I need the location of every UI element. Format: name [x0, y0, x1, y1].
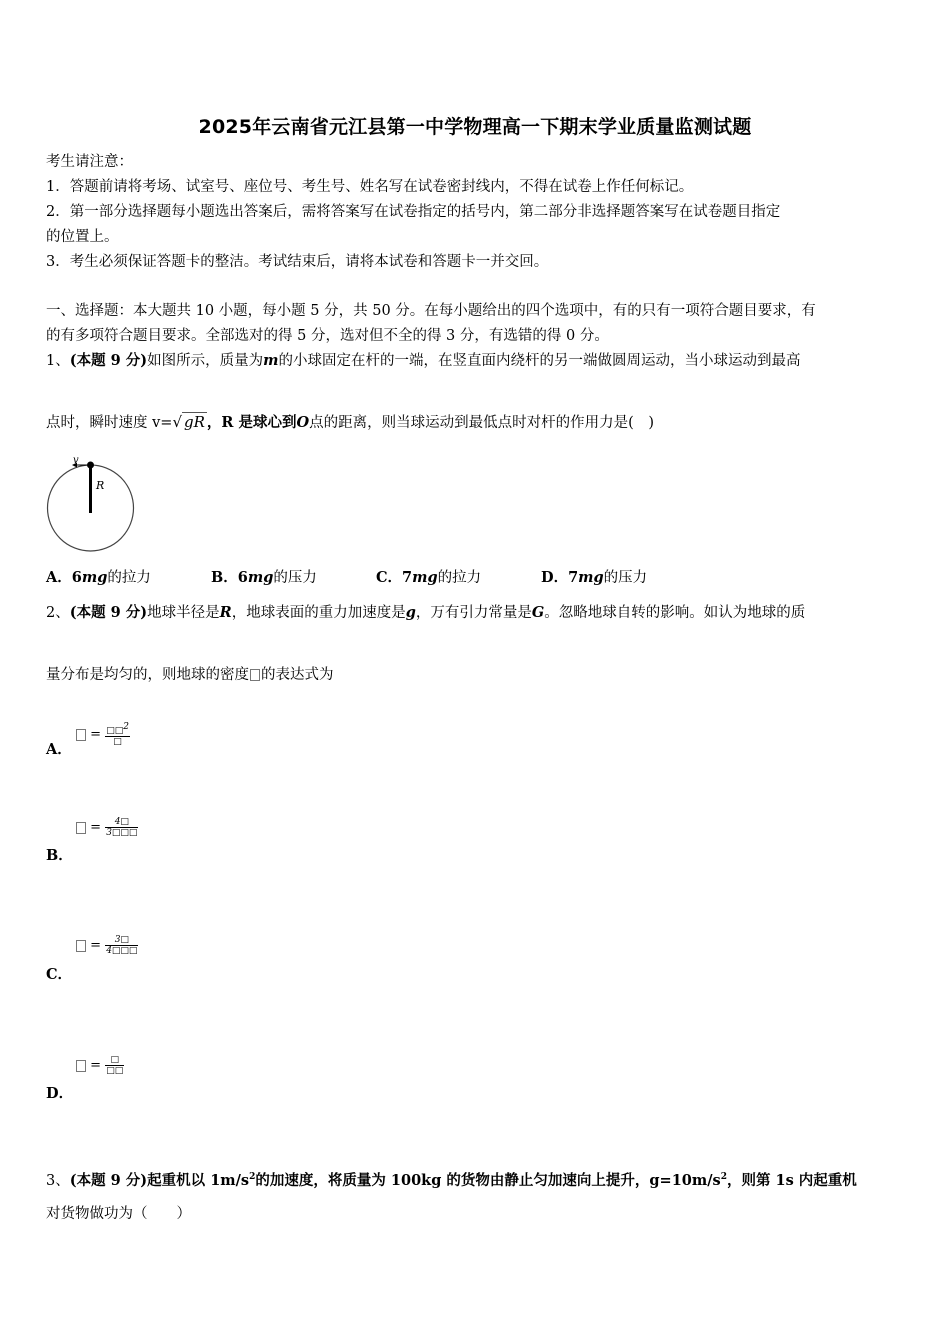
sqrt-radicand: gR	[184, 413, 205, 431]
fraction	[105, 817, 138, 838]
q3-score: (本题 9 分)	[69, 1171, 148, 1189]
fraction-numerator: 4□	[105, 817, 138, 828]
option-letter: A．	[46, 569, 72, 586]
q1-option-b[interactable]	[211, 568, 376, 588]
density-symbol-placeholder	[76, 822, 86, 834]
q2-text: 。忽略地球自转的影响。如认为地球的质	[544, 605, 806, 621]
notice-item-2-cont: 的位置上。	[46, 229, 119, 245]
q2-option-a-formula[interactable]	[76, 722, 130, 747]
q2-option-c-label[interactable]: C．	[46, 966, 73, 983]
fraction	[105, 1055, 124, 1076]
q2-text: 地球半径是	[147, 605, 220, 621]
q2-text: 的表达式为	[261, 667, 334, 683]
fraction	[105, 935, 138, 956]
option-text: 的拉力	[437, 570, 482, 586]
equals-sign: =	[90, 1058, 102, 1073]
density-symbol-placeholder	[76, 729, 86, 741]
numerator-text: □□	[106, 726, 124, 736]
label-R: R	[96, 479, 105, 492]
density-symbol-placeholder	[76, 1060, 86, 1072]
q1-options	[46, 568, 706, 588]
q3-exponent: 2	[249, 1172, 256, 1182]
section1-intro-line2: 的有多项符合题目要求。全部选对的得 5 分，选对但不全的得 3 分，有选错的得 0 分。	[46, 328, 609, 344]
q2-option-a-label[interactable]: A．	[46, 741, 72, 758]
q1-text: ，R 是球心到	[206, 414, 297, 431]
fraction-denominator: □	[113, 737, 122, 747]
fraction-denominator: 3□□□	[106, 828, 138, 838]
option-text: 的压力	[603, 570, 648, 586]
q2-number: 2、	[46, 605, 70, 621]
option-text: 的压力	[273, 570, 317, 586]
option-mg: mg	[247, 569, 274, 586]
option-mg: mg	[81, 569, 108, 586]
density-symbol-placeholder	[76, 940, 86, 952]
circular-motion-figure	[44, 455, 139, 555]
q1-option-d[interactable]	[541, 568, 706, 588]
equals-sign: =	[90, 820, 102, 835]
label-v: v	[73, 455, 79, 466]
q1-mass-symbol: m	[263, 352, 279, 369]
q2-option-d-formula[interactable]	[76, 1055, 124, 1076]
q3-number: 3、	[46, 1172, 70, 1189]
q1-text: 点的距离，则当球运动到最低点时对杆的作用力是( )	[309, 415, 654, 431]
q1-text: 如图所示，质量为	[147, 353, 264, 369]
option-number: 7	[402, 569, 413, 586]
notice-item-3: 3．考生必须保证答题卡的整洁。考试结束后，请将本试卷和答题卡一并交回。	[46, 254, 549, 270]
notice-item-1: 1．答题前请将考场、试室号、座位号、考生号、姓名写在试卷密封线内，不得在试卷上作任何标记。	[46, 179, 694, 195]
option-number: 6	[237, 569, 248, 586]
fraction	[105, 722, 130, 747]
q3-stem-line1	[46, 1167, 857, 1191]
q2-symbol-G: G	[531, 604, 545, 621]
q2-text: 量分布是均匀的，则地球的密度	[46, 667, 249, 683]
q2-symbol-g: g	[405, 604, 416, 621]
option-number: 6	[71, 569, 82, 586]
q2-stem-line2	[46, 665, 334, 685]
q2-score: (本题 9 分)	[69, 604, 148, 621]
fraction-denominator: 4□□□	[106, 946, 138, 956]
q2-symbol-R: R	[219, 604, 232, 621]
q1-point-O: O	[296, 414, 310, 431]
fraction-numerator: □	[105, 1055, 124, 1066]
q1-text: 的小球固定在杆的一端，在竖直面内绕杆的另一端做圆周运动，当小球运动到最高	[278, 353, 801, 369]
option-mg: mg	[412, 569, 438, 586]
q1-text: 点时，瞬时速度 v=	[46, 415, 173, 431]
notice-heading: 考生请注意：	[46, 154, 133, 170]
q1-stem-line1	[46, 351, 800, 371]
q3-text: ，则第 1s 内起重机	[726, 1171, 857, 1189]
option-text: 的拉力	[107, 570, 151, 586]
option-mg: mg	[578, 569, 604, 586]
fraction-denominator: □□	[106, 1066, 124, 1076]
q1-number: 1、	[46, 353, 70, 369]
q1-option-c[interactable]	[376, 568, 541, 588]
sqrt-gR-formula: √ gR	[172, 413, 205, 431]
q2-option-d-label[interactable]: D．	[46, 1085, 74, 1102]
ball	[87, 462, 94, 469]
q3-text: 的加速度，将质量为 100kg 的货物由静止匀加速向上提升，g=10m/s	[255, 1171, 721, 1189]
density-symbol-placeholder	[250, 669, 260, 681]
exponent: 2	[123, 722, 129, 732]
q3-exponent: 2	[720, 1172, 727, 1182]
q2-text: ，万有引力常量是	[415, 605, 532, 621]
q1-stem-line2	[46, 412, 654, 433]
q3-text: 起重机以 1m/s	[147, 1171, 250, 1189]
q2-option-c-formula[interactable]	[76, 935, 138, 956]
q1-score: (本题 9 分)	[69, 352, 148, 369]
section1-intro-line1: 一、选择题：本大题共 10 小题，每小题 5 分，共 50 分。在每小题给出的四个选项中，有的只有一项符合题目要求，有	[46, 303, 816, 319]
option-letter: C．	[376, 569, 403, 586]
equals-sign: =	[90, 727, 102, 742]
q2-text: ，地球表面的重力加速度是	[231, 605, 406, 621]
q2-stem-line1	[46, 603, 805, 623]
q2-option-b-formula[interactable]	[76, 817, 138, 838]
q2-option-b-label[interactable]: B．	[46, 847, 73, 864]
notice-item-2: 2．第一部分选择题每小题选出答案后，需将答案写在试卷指定的括号内，第二部分非选择题答案写在试卷题目指定	[46, 204, 781, 220]
q3-stem-line2: 对货物做功为（ ）	[46, 1206, 191, 1222]
equals-sign: =	[90, 938, 102, 953]
exam-title: 2025年云南省元江县第一中学物理高一下期末学业质量监测试题	[198, 116, 752, 138]
fraction-numerator: 3□	[105, 935, 138, 946]
fraction-numerator	[105, 722, 130, 737]
option-letter: B．	[211, 569, 238, 586]
option-letter: D．	[541, 569, 569, 586]
q1-option-a[interactable]	[46, 568, 211, 588]
option-number: 7	[568, 569, 579, 586]
